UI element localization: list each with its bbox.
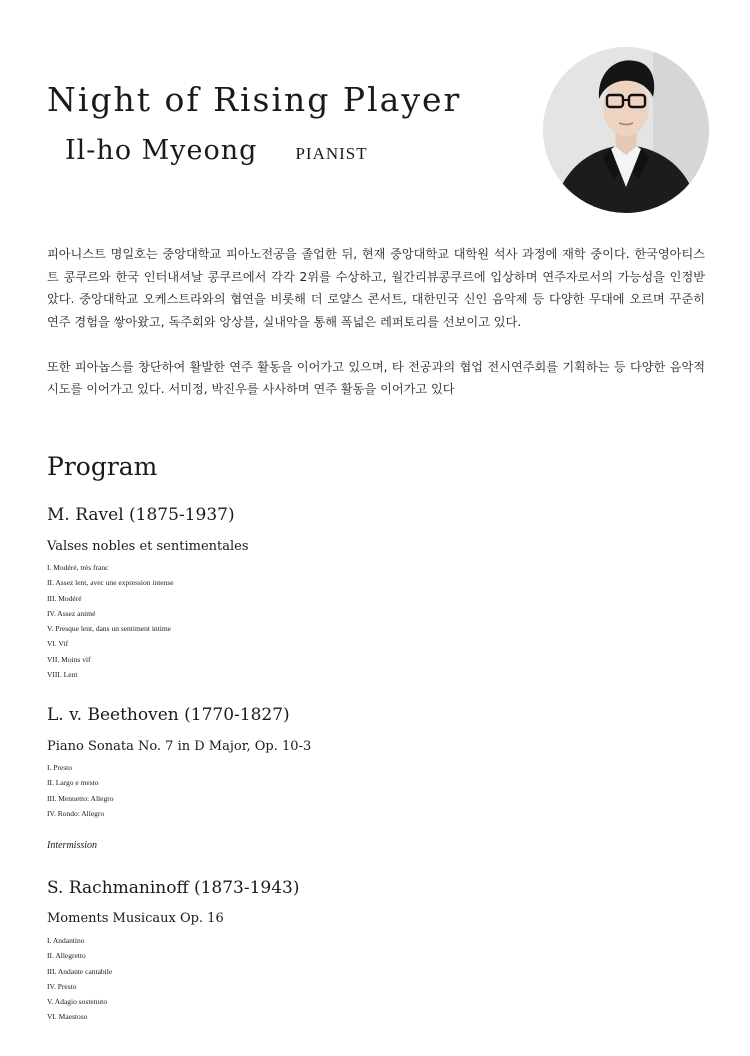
work-title: Piano Sonata No. 7 in D Major, Op. 10-3 bbox=[47, 739, 312, 754]
performer-portrait bbox=[543, 47, 709, 213]
movement-item: V. Adagio sostenuto bbox=[47, 997, 108, 1007]
movement-item: VIII. Lent bbox=[47, 670, 78, 680]
movement-item: III. Modéré bbox=[47, 593, 82, 603]
bio-paragraph: 또한 피아놉스를 창단하여 활발한 연주 활동을 이어가고 있으며, 타 전공과의 협업 전시연주회를 기획하는 등 다양한 음악적 시도를 이어가고 있다. 서미정, 박진우를 사사하며 연주 활동을 이어가고 있다 bbox=[47, 359, 705, 396]
movement-item: I. Andantino bbox=[47, 936, 85, 945]
composer-heading: M. Ravel (1875-1937) bbox=[47, 505, 235, 525]
movement-list bbox=[47, 760, 113, 821]
portrait-illustration bbox=[543, 47, 709, 213]
work-title: Moments Musicaux Op. 16 bbox=[47, 911, 224, 926]
movement-item: I. Presto bbox=[47, 763, 72, 772]
movement-item: II. Largo e mesto bbox=[47, 778, 99, 788]
program-heading: Program bbox=[47, 452, 158, 481]
movement-item: IV. Presto bbox=[47, 981, 77, 991]
performer-biography bbox=[47, 243, 705, 401]
event-title: Night of Rising Player bbox=[47, 80, 462, 119]
movement-item: VI. Maestoso bbox=[47, 1012, 88, 1022]
movement-item: VI. Vif bbox=[47, 639, 69, 649]
movement-item: II. Allegretto bbox=[47, 951, 86, 961]
movement-item: VII. Moins vif bbox=[47, 654, 91, 664]
performer-name: Il-ho Myeong bbox=[65, 135, 258, 166]
movement-item: II. Assez lent, avec une expression intense bbox=[47, 578, 174, 588]
movement-item: IV. Assez animé bbox=[47, 608, 96, 618]
movement-item: I. Modéré, très franc bbox=[47, 563, 109, 572]
movement-list bbox=[47, 560, 174, 682]
movement-item: IV. Rondo: Allegro bbox=[47, 808, 105, 818]
movement-item: III. Andante cantabile bbox=[47, 966, 113, 976]
movement-item: V. Presque lent, dans un sentiment intime bbox=[47, 624, 172, 634]
composer-heading: S. Rachmaninoff (1873-1943) bbox=[47, 878, 300, 898]
composer-heading: L. v. Beethoven (1770-1827) bbox=[47, 705, 290, 725]
movement-list bbox=[47, 933, 112, 1025]
intermission-label: Intermission bbox=[47, 840, 97, 851]
work-title: Valses nobles et sentimentales bbox=[47, 539, 249, 554]
performer-role: PIANIST bbox=[295, 144, 368, 163]
performer-line bbox=[65, 135, 368, 166]
movement-item: III. Menuetto: Allegro bbox=[47, 793, 114, 803]
bio-paragraph: 피아니스트 명일호는 중앙대학교 피아노전공을 졸업한 뒤, 현재 중앙대학교 대학원 석사 과정에 재학 중이다. 한국영아티스트 콩쿠르와 한국 인터내셔날 콩쿠르에서 각각 2위를 수상하고, 월간리뷰콩쿠르에 입상하며 연주자로서의 가능성을 인정받았다. 중앙대학교 오케스트라와의 협연을 비롯해 더 로얄스 콘서트, 대한민국 신인 음악제 등 다양한 무대에 오르며 꾸준히 연주 경험을 쌓아왔고, 독주회와 앙상블, 실내악을 통해 폭넓은 레퍼토리를 선보이고 있다. bbox=[47, 247, 705, 329]
